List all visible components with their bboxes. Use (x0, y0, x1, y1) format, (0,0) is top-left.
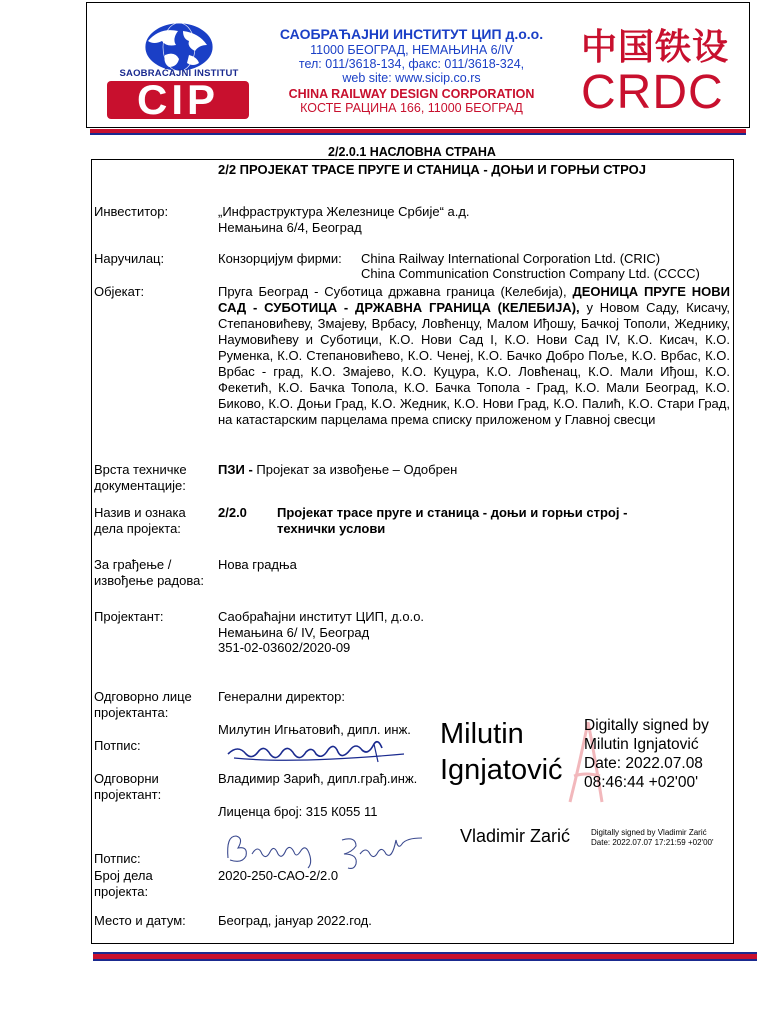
object-description (218, 284, 730, 428)
section-title: 2/2.0.1 НАСЛОВНА СТРАНА (328, 145, 496, 159)
client-label: Наручилац: (94, 251, 165, 266)
investor-label: Инвеститор: (94, 204, 169, 219)
digital-signature-1-name-line-2: Ignjatović (440, 754, 563, 786)
client-company-1: China Railway International Corporation Ltd. (CRIC) (361, 251, 661, 266)
signature-2-label: Потпис: (94, 851, 141, 866)
investor-name: „Инфраструктура Железнице Србије“ а.д. (218, 204, 470, 219)
crdc-logo (581, 27, 737, 123)
responsible-designer-label-1: Одговорни (94, 771, 159, 786)
digital-signature-2-meta-1: Digitally signed by Vladimir Zarić (591, 828, 707, 837)
cip-logo-letters: CIP (136, 76, 219, 123)
responsible-person-name: Милутин Игњатовић, дипл. инж. (218, 722, 411, 737)
digital-signature-2-details (591, 828, 714, 848)
responsible-designer-name: Владимир Зарић, дипл.грађ.инж. (218, 771, 418, 786)
company-name: САОБРАЋАЈНИ ИНСТИТУТ ЦИП д.о.о. (279, 26, 544, 42)
doc-type-label-1: Врста техничке (94, 462, 187, 477)
handwritten-signature-1 (224, 738, 414, 773)
object-label: Објекат: (94, 284, 145, 299)
doc-type-label-2: документације: (94, 478, 186, 493)
crdc-address: КОСТЕ РАЦИНА 166, 11000 БЕОГРАД (300, 101, 523, 115)
digital-signature-1-meta-2: Milutin Ignjatović (584, 736, 699, 753)
digital-signature-1-meta-4: 08:46:44 +02'00' (584, 774, 699, 791)
object-text-bold: ДЕОНИЦА ПРУГЕ НОВИ САД - СУБОТИЦА - ДРЖАВНА ГРАНИЦА (КЕЛЕБИЈА), (218, 284, 730, 315)
company-address: 11000 БЕОГРАД, НЕМАЊИНА 6/IV (310, 43, 513, 57)
part-number-label-2: пројекта: (94, 884, 149, 899)
crdc-logo-chinese: 中国铁设 (581, 26, 730, 67)
digital-signature-1-meta-1: Digitally signed by (584, 717, 709, 734)
construction-value: Нова градња (218, 557, 297, 572)
cip-logo-mark (107, 76, 249, 123)
part-number-label-1: Број дела (94, 868, 153, 883)
responsible-person-role: Генерални директор: (218, 689, 345, 704)
doc-type-value (218, 462, 457, 478)
digital-signature-2-name: Vladimir Zarić (460, 826, 571, 846)
cip-logo-caption: SAOBRAĆAJNI INSTITUT (119, 68, 239, 79)
letterhead (86, 2, 750, 128)
construction-label-2: извођење радова: (94, 573, 204, 588)
object-text-start: Пруга Београд - Суботица државна граница (Келебија), (218, 284, 573, 299)
document-title: 2/2 ПРОЈЕКАТ ТРАСЕ ПРУГЕ И СТАНИЦА - ДОЊИ И ГОРЊИ СТРОЈ (218, 162, 646, 177)
client-company-2: China Communication Construction Company Ltd. (CCCC) (361, 266, 700, 281)
cip-logo (103, 21, 255, 121)
company-phone: тел: 011/3618-134, факс: 011/3618-324, (298, 57, 525, 71)
place-date-value: Београд, јануар 2022.год. (218, 913, 372, 928)
object-text-rest: у Новом Саду, Кисачу, Степановићеву, Змајеву, Врбасу, Ловћенцу, Малом Иђошу, Бачкој Тополи, Жеднику, Наумовићеву и Суботици, К.О. Нови Сад I, К.О. Нови Сад IV, К.О. Кисач, К.О. Руменка, К.О. Степановићево, К.О. Ченеј, К.О. Бачко Добро Поље, К.О. Врбас, К.О. Врбас - град, К.О. Змајево, К.О. Куцура, К.О. Ловћенац, К.О. Мали Иђош, К.О. Фекетић, К.О. Бачка Топола, К.О. Бачка Топола - Град, К.О. Мали Београд, К.О. Биково, К.О. Доњи Град, К.О. Жедник, К.О. Нови Град, К.О. Палић, К.О. Стари Град, на катастарским парцелама према списку приложеном у Главној свесци (218, 300, 730, 427)
client-prefix: Конзорцијум фирми: (218, 251, 342, 266)
place-date-label: Место и датум: (94, 913, 186, 928)
responsible-person-label-2: пројектанта: (94, 705, 169, 720)
responsible-designer-label-2: пројектант: (94, 787, 162, 802)
doc-type-code: ПЗИ - (218, 462, 257, 477)
digital-signature-1-details (584, 716, 709, 792)
company-website: web site: www.sicip.co.rs (342, 71, 481, 85)
investor-address: Немањина 6/4, Београд (218, 220, 362, 235)
designer-label: Пројектант: (94, 609, 164, 624)
part-number-value: 2020-250-САО-2/2.0 (218, 868, 339, 883)
crdc-logo-mark: CRDC (581, 66, 724, 119)
digital-signature-1-name (440, 716, 563, 788)
part-name-label-1: Назив и ознака (94, 505, 186, 520)
part-title-1: Пројекат трасе пруге и станица - доњи и горњи строј - (277, 505, 628, 520)
doc-type-text: Пројекат за извођење – Одобрен (256, 462, 458, 477)
designer-license-number: 351-02-03602/2020-09 (218, 640, 351, 655)
footer-divider (93, 952, 757, 961)
designer-address: Немањина 6/ IV, Београд (218, 625, 370, 640)
responsible-person-label-1: Одговорно лице (94, 689, 192, 704)
designer-name: Саобраћајни институт ЦИП, д.о.о. (218, 609, 425, 624)
part-title-2: технички услови (277, 521, 386, 536)
digital-signature-2-meta-2: Date: 2022.07.07 17:21:59 +02'00' (591, 838, 714, 847)
signature-1-label: Потпис: (94, 738, 141, 753)
digital-signature-1-name-line-1: Milutin (440, 718, 524, 750)
part-code: 2/2.0 (218, 505, 247, 520)
digital-signature-1-meta-3: Date: 2022.07.08 (584, 755, 703, 772)
part-name-label-2: дела пројекта: (94, 521, 181, 536)
header-divider (90, 129, 746, 135)
crdc-name: CHINA RAILWAY DESIGN CORPORATION (288, 87, 535, 101)
construction-label-1: За грађење / (94, 557, 172, 572)
responsible-designer-license: Лиценца број: 315 К055 11 (218, 804, 378, 819)
